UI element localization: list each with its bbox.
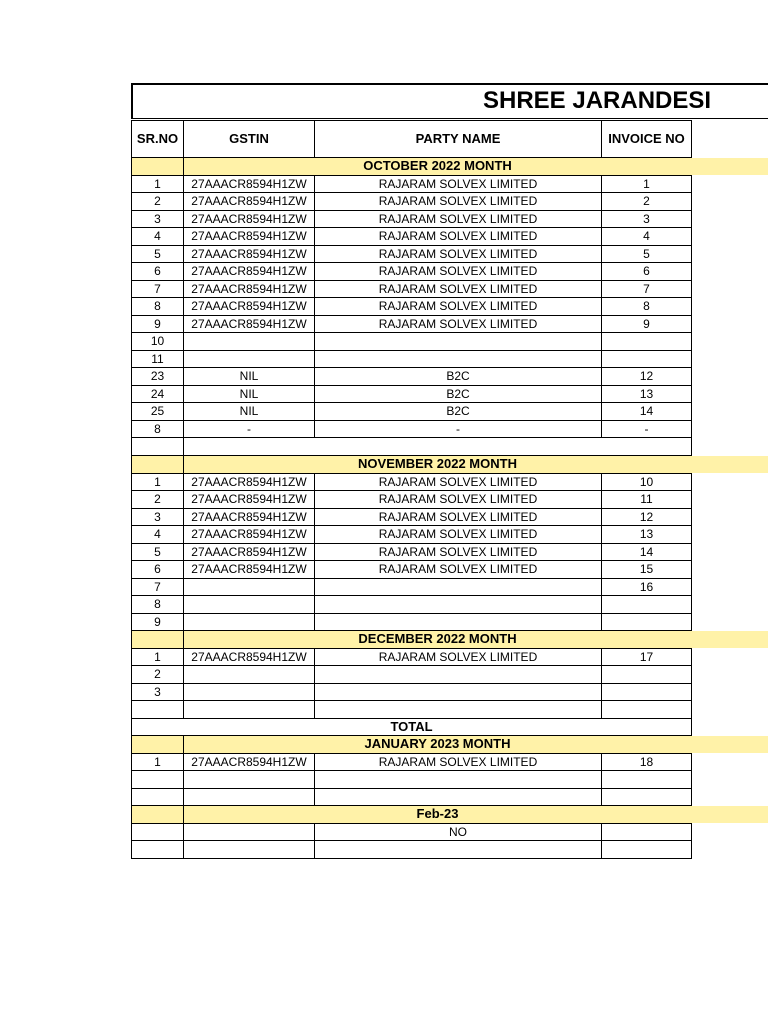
table-row [132, 210, 692, 228]
gstin-cell[interactable] [184, 823, 315, 841]
table-row [132, 578, 692, 596]
sr-no-cell[interactable] [132, 788, 184, 806]
party-name-cell[interactable] [315, 350, 602, 368]
spacer-cell[interactable] [184, 438, 692, 456]
invoice-no-cell[interactable]: 5 [602, 245, 692, 263]
invoice-no-cell[interactable]: 14 [602, 403, 692, 421]
table-row [132, 403, 692, 421]
gstin-cell[interactable]: 27AAACR8594H1ZW [184, 561, 315, 579]
party-name-cell[interactable]: RAJARAM SOLVEX LIMITED [315, 543, 602, 561]
sr-no-cell[interactable]: 11 [132, 350, 184, 368]
table-row [132, 788, 692, 806]
gstin-cell[interactable]: 27AAACR8594H1ZW [184, 508, 315, 526]
table-row [132, 526, 692, 544]
sr-no-cell[interactable]: 2 [132, 193, 184, 211]
gstin-cell[interactable]: 27AAACR8594H1ZW [184, 491, 315, 509]
table-row [132, 508, 692, 526]
month-label[interactable]: DECEMBER 2022 MONTH [184, 631, 692, 649]
sr-no-cell[interactable]: 24 [132, 385, 184, 403]
invoice-no-cell[interactable] [602, 771, 692, 789]
gstin-cell[interactable]: 27AAACR8594H1ZW [184, 543, 315, 561]
sr-no-cell[interactable]: 3 [132, 508, 184, 526]
header-row [132, 121, 692, 158]
table-row [132, 175, 692, 193]
party-name-cell[interactable] [315, 666, 602, 684]
party-name-cell[interactable] [315, 613, 602, 631]
invoice-no-cell[interactable]: 7 [602, 280, 692, 298]
party-name-cell[interactable]: RAJARAM SOLVEX LIMITED [315, 193, 602, 211]
party-name-cell[interactable]: RAJARAM SOLVEX LIMITED [315, 210, 602, 228]
gstin-cell[interactable]: 27AAACR8594H1ZW [184, 228, 315, 246]
sr-no-cell[interactable]: 1 [132, 175, 184, 193]
header-sr-no: SR.NO [132, 121, 184, 158]
sr-no-cell[interactable]: 4 [132, 228, 184, 246]
sr-no-cell[interactable]: 9 [132, 613, 184, 631]
sr-no-cell[interactable] [132, 701, 184, 719]
month-band-extension [691, 456, 768, 474]
party-name-cell[interactable] [315, 701, 602, 719]
sr-no-cell[interactable]: 6 [132, 263, 184, 281]
gstin-cell[interactable] [184, 350, 315, 368]
header-invoice-no: INVOICE NO [602, 121, 692, 158]
month-band-extension [691, 631, 768, 649]
party-name-cell[interactable]: RAJARAM SOLVEX LIMITED [315, 508, 602, 526]
month-header-row [132, 456, 692, 474]
table-row [132, 771, 692, 789]
sr-no-cell[interactable]: 5 [132, 543, 184, 561]
sr-no-cell[interactable]: 1 [132, 473, 184, 491]
table-row [132, 333, 692, 351]
invoice-no-cell[interactable]: 13 [602, 385, 692, 403]
sr-no-cell[interactable]: 8 [132, 596, 184, 614]
party-name-cell[interactable] [315, 841, 602, 859]
invoice-no-cell[interactable]: 3 [602, 210, 692, 228]
sr-no-cell[interactable]: 6 [132, 561, 184, 579]
invoice-no-cell[interactable]: 16 [602, 578, 692, 596]
invoice-no-cell[interactable]: 1 [602, 175, 692, 193]
party-name-cell[interactable]: B2C [315, 403, 602, 421]
party-name-cell[interactable]: RAJARAM SOLVEX LIMITED [315, 561, 602, 579]
sr-no-cell[interactable] [132, 823, 184, 841]
party-name-cell[interactable] [315, 578, 602, 596]
month-sr-cell[interactable] [132, 806, 184, 824]
gstin-cell[interactable] [184, 683, 315, 701]
party-name-cell[interactable] [315, 788, 602, 806]
month-label[interactable]: Feb-23 [184, 806, 692, 824]
gstin-cell[interactable] [184, 613, 315, 631]
gstin-cell[interactable]: NIL [184, 403, 315, 421]
header-gstin: GSTIN [184, 121, 315, 158]
sr-no-cell[interactable]: 3 [132, 683, 184, 701]
party-name-cell[interactable]: B2C [315, 385, 602, 403]
month-sr-cell[interactable] [132, 631, 184, 649]
gstin-cell[interactable]: 27AAACR8594H1ZW [184, 245, 315, 263]
table-row [132, 193, 692, 211]
total-label[interactable]: TOTAL [132, 718, 692, 736]
table-row [132, 648, 692, 666]
spacer-sr-cell[interactable] [132, 438, 184, 456]
invoice-no-cell[interactable]: 4 [602, 228, 692, 246]
party-name-cell[interactable]: NO [315, 823, 602, 841]
invoice-no-cell[interactable]: 14 [602, 543, 692, 561]
invoice-no-cell[interactable]: 8 [602, 298, 692, 316]
invoice-table [131, 120, 692, 859]
invoice-no-cell[interactable]: 13 [602, 526, 692, 544]
invoice-no-cell[interactable] [602, 613, 692, 631]
party-name-cell[interactable]: RAJARAM SOLVEX LIMITED [315, 298, 602, 316]
month-sr-cell[interactable] [132, 456, 184, 474]
party-name-cell[interactable]: RAJARAM SOLVEX LIMITED [315, 526, 602, 544]
invoice-no-cell[interactable] [602, 788, 692, 806]
table-row [132, 350, 692, 368]
gstin-cell[interactable]: 27AAACR8594H1ZW [184, 473, 315, 491]
month-label[interactable]: OCTOBER 2022 MONTH [184, 158, 692, 176]
month-sr-cell[interactable] [132, 158, 184, 176]
sr-no-cell[interactable]: 7 [132, 578, 184, 596]
party-name-cell[interactable]: RAJARAM SOLVEX LIMITED [315, 280, 602, 298]
gstin-cell[interactable]: 27AAACR8594H1ZW [184, 526, 315, 544]
invoice-no-cell[interactable]: 12 [602, 508, 692, 526]
invoice-no-cell[interactable]: 12 [602, 368, 692, 386]
table-row [132, 473, 692, 491]
gstin-cell[interactable] [184, 333, 315, 351]
invoice-no-cell[interactable]: 11 [602, 491, 692, 509]
gstin-cell[interactable]: 27AAACR8594H1ZW [184, 315, 315, 333]
party-name-cell[interactable]: B2C [315, 368, 602, 386]
sr-no-cell[interactable]: 9 [132, 315, 184, 333]
month-header-row [132, 736, 692, 754]
invoice-no-cell[interactable]: 6 [602, 263, 692, 281]
invoice-no-cell[interactable]: - [602, 420, 692, 438]
party-name-cell[interactable]: - [315, 420, 602, 438]
gstin-cell[interactable]: 27AAACR8594H1ZW [184, 193, 315, 211]
sr-no-cell[interactable]: 7 [132, 280, 184, 298]
sr-no-cell[interactable]: 10 [132, 333, 184, 351]
invoice-no-cell[interactable] [602, 841, 692, 859]
invoice-no-cell[interactable] [602, 666, 692, 684]
party-name-cell[interactable]: RAJARAM SOLVEX LIMITED [315, 315, 602, 333]
table-row [132, 315, 692, 333]
party-name-cell[interactable]: RAJARAM SOLVEX LIMITED [315, 245, 602, 263]
sr-no-cell[interactable]: 1 [132, 648, 184, 666]
table-row [132, 543, 692, 561]
invoice-no-cell[interactable]: 9 [602, 315, 692, 333]
gstin-cell[interactable] [184, 701, 315, 719]
invoice-no-cell[interactable] [602, 823, 692, 841]
gstin-cell[interactable] [184, 841, 315, 859]
table-row [132, 613, 692, 631]
party-name-cell[interactable] [315, 683, 602, 701]
invoice-no-cell[interactable] [602, 683, 692, 701]
sr-no-cell[interactable]: 25 [132, 403, 184, 421]
month-band-extension [691, 806, 768, 824]
table-row [132, 280, 692, 298]
table-row [132, 298, 692, 316]
table-row [132, 491, 692, 509]
gstin-cell[interactable]: 27AAACR8594H1ZW [184, 175, 315, 193]
table-row [132, 823, 692, 841]
invoice-no-cell[interactable] [602, 350, 692, 368]
party-name-cell[interactable]: RAJARAM SOLVEX LIMITED [315, 473, 602, 491]
month-header-row [132, 806, 692, 824]
title-banner [131, 83, 768, 119]
party-name-cell[interactable]: RAJARAM SOLVEX LIMITED [315, 648, 602, 666]
gstin-cell[interactable] [184, 666, 315, 684]
gstin-cell[interactable]: 27AAACR8594H1ZW [184, 648, 315, 666]
table-row [132, 683, 692, 701]
gstin-cell[interactable]: 27AAACR8594H1ZW [184, 280, 315, 298]
month-sr-cell[interactable] [132, 736, 184, 754]
table-row [132, 368, 692, 386]
sr-no-cell[interactable]: 4 [132, 526, 184, 544]
invoice-no-cell[interactable] [602, 596, 692, 614]
sr-no-cell[interactable] [132, 771, 184, 789]
gstin-cell[interactable]: 27AAACR8594H1ZW [184, 263, 315, 281]
invoice-no-cell[interactable]: 2 [602, 193, 692, 211]
party-name-cell[interactable]: RAJARAM SOLVEX LIMITED [315, 175, 602, 193]
table-row [132, 753, 692, 771]
party-name-cell[interactable]: RAJARAM SOLVEX LIMITED [315, 228, 602, 246]
company-title: SHREE JARANDESI [483, 87, 712, 114]
month-label[interactable]: NOVEMBER 2022 MONTH [184, 456, 692, 474]
month-label[interactable]: JANUARY 2023 MONTH [184, 736, 692, 754]
invoice-no-cell[interactable]: 15 [602, 561, 692, 579]
table-row [132, 228, 692, 246]
sr-no-cell[interactable]: 5 [132, 245, 184, 263]
table-row [132, 245, 692, 263]
gstin-cell[interactable]: NIL [184, 368, 315, 386]
gstin-cell[interactable]: 27AAACR8594H1ZW [184, 753, 315, 771]
table-row [132, 561, 692, 579]
table-row [132, 841, 692, 859]
invoice-no-cell[interactable]: 10 [602, 473, 692, 491]
sr-no-cell[interactable] [132, 841, 184, 859]
total-row [132, 718, 692, 736]
party-name-cell[interactable]: RAJARAM SOLVEX LIMITED [315, 753, 602, 771]
month-band-extension [691, 736, 768, 754]
header-party-name: PARTY NAME [315, 121, 602, 158]
party-name-cell[interactable] [315, 596, 602, 614]
table-row [132, 420, 692, 438]
invoice-no-cell[interactable]: 18 [602, 753, 692, 771]
gstin-cell[interactable] [184, 596, 315, 614]
sr-no-cell[interactable]: 23 [132, 368, 184, 386]
sr-no-cell[interactable]: 2 [132, 666, 184, 684]
table-row [132, 385, 692, 403]
month-header-row [132, 158, 692, 176]
gstin-cell[interactable] [184, 771, 315, 789]
sr-no-cell[interactable]: 3 [132, 210, 184, 228]
sr-no-cell[interactable]: 1 [132, 753, 184, 771]
gstin-cell[interactable] [184, 788, 315, 806]
month-band-extension [691, 158, 768, 176]
sr-no-cell[interactable]: 8 [132, 298, 184, 316]
gstin-cell[interactable] [184, 578, 315, 596]
party-name-cell[interactable]: RAJARAM SOLVEX LIMITED [315, 491, 602, 509]
table-row [132, 666, 692, 684]
party-name-cell[interactable] [315, 771, 602, 789]
party-name-cell[interactable] [315, 333, 602, 351]
month-header-row [132, 631, 692, 649]
invoice-no-cell[interactable]: 17 [602, 648, 692, 666]
party-name-cell[interactable]: RAJARAM SOLVEX LIMITED [315, 263, 602, 281]
gstin-cell[interactable]: 27AAACR8594H1ZW [184, 298, 315, 316]
gstin-cell[interactable]: NIL [184, 385, 315, 403]
sr-no-cell[interactable]: 2 [132, 491, 184, 509]
table-row [132, 701, 692, 719]
table-row [132, 596, 692, 614]
invoice-no-cell[interactable] [602, 701, 692, 719]
invoice-no-cell[interactable] [602, 333, 692, 351]
gstin-cell[interactable]: - [184, 420, 315, 438]
sr-no-cell[interactable]: 8 [132, 420, 184, 438]
gstin-cell[interactable]: 27AAACR8594H1ZW [184, 210, 315, 228]
spacer-row [132, 438, 692, 456]
table-row [132, 263, 692, 281]
